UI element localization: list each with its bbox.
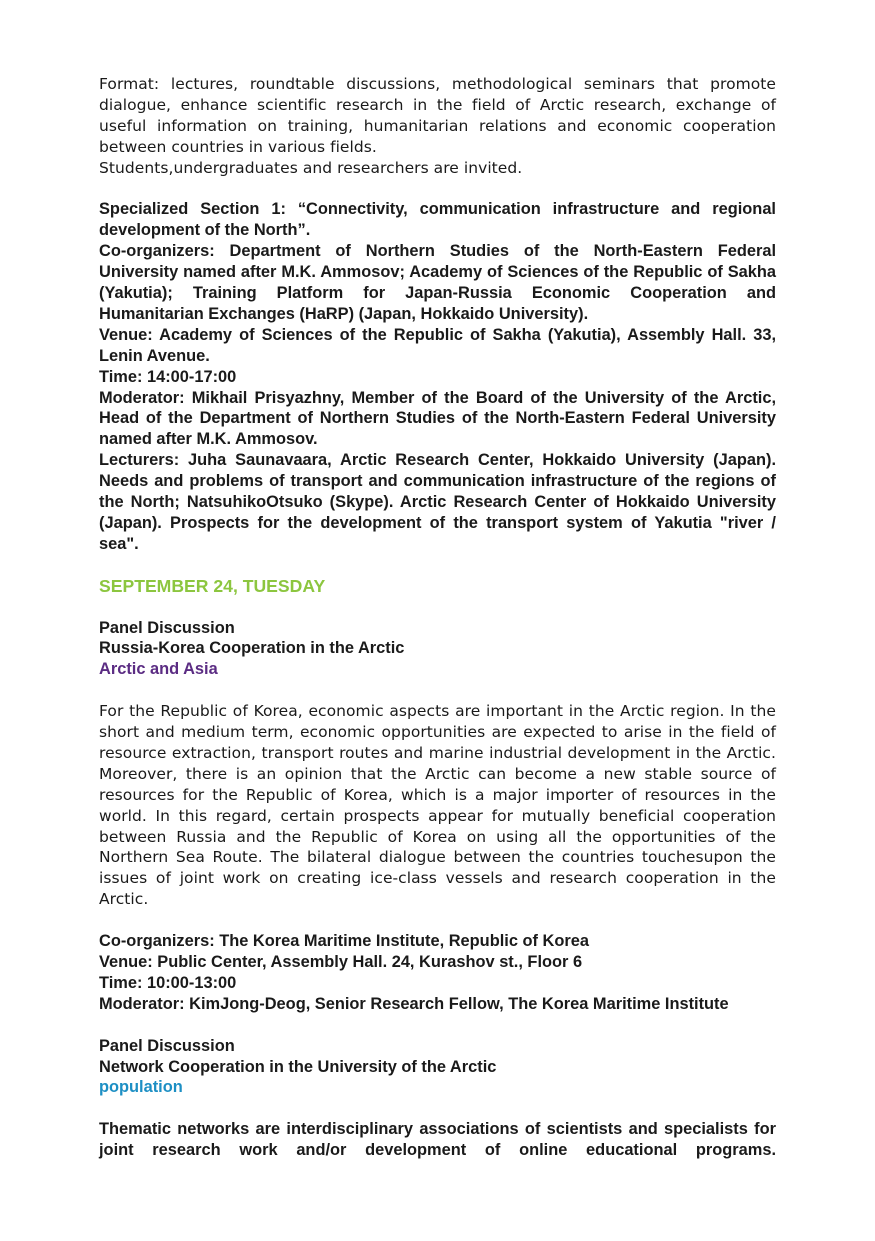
panel1-track: Arctic and Asia bbox=[99, 660, 218, 679]
panel1-title: Russia-Korea Cooperation in the Arctic bbox=[99, 639, 405, 658]
panel1-kind: Panel Discussion bbox=[99, 618, 235, 637]
section1-time: Time: 14:00-17:00 bbox=[99, 367, 237, 386]
section1-venue: Venue: Academy of Sciences of the Republic of Sakha (Yakutia), Assembly Hall. 33, Lenin Avenue. bbox=[99, 325, 776, 365]
section1-coorganizers: Co-organizers: Department of Northern Studies of the North-Eastern Federal University named after M.K. Ammosov; Academy of Sciences of the Republic of Sakha (Yakutia); Training Platform for Japan-Russia Economic Cooperation and Humanitarian Exchanges (HaRP) (Japan, Hokkaido University). bbox=[99, 242, 776, 323]
panel1-venue: Venue: Public Center, Assembly Hall. 24, Kurashov st., Floor 6 bbox=[99, 952, 583, 971]
section1-lecturers: Lecturers: Juha Saunavaara, Arctic Research Center, Hokkaido University (Japan). Needs and problems of transport and communication infrastructure of the regions of the North; NatsuhikoOtsuko (Skype). Arctic Research Center of Hokkaido University (Japan). Prospects for the development of the transport system of Yakutia "river / sea". bbox=[99, 451, 776, 553]
format-paragraph: Format: lectures, roundtable discussions, methodological seminars that promote dialogue, enhance scientific research in the field of Arctic research, exchange of useful information on training, humanitarian relations and economic cooperation between countries in various fields. bbox=[99, 75, 776, 156]
panel2-track: population bbox=[99, 1078, 183, 1097]
panel1-description: For the Republic of Korea, economic aspects are important in the Arctic region. In the short and medium term, economic opportunities are expected to arise in the field of resource extraction, transport routes and marine industrial development in the Arctic. Moreover, there is an opinion that the Arctic can become a new stable source of resources for the Republic of Korea, which is a major importer of resources in the world. In this regard, certain prospects appear for mutually beneficial cooperation between Russia and the Republic of Korea on using all the opportunities of the Northern Sea Route. The bilateral dialogue between the countries touchesupon the issues of joint work on creating ice-class vessels and research cooperation in the Arctic. bbox=[99, 702, 776, 909]
section1-moderator: Moderator: Mikhail Prisyazhny, Member of the Board of the University of the Arctic, Head of the Department of Northern Studies of the North-Eastern Federal University named after M.K. Ammosov. bbox=[99, 388, 776, 449]
panel2-title: Network Cooperation in the University of the Arctic bbox=[99, 1057, 497, 1076]
panel1-moderator: Moderator: KimJong-Deog, Senior Research Fellow, The Korea Maritime Institute bbox=[99, 994, 729, 1013]
date-heading: SEPTEMBER 24, TUESDAY bbox=[99, 575, 326, 596]
panel2-description: Thematic networks are interdisciplinary associations of scientists and specialists for joint research work and/or development of online educational programs. bbox=[99, 1120, 776, 1160]
panel2-kind: Panel Discussion bbox=[99, 1036, 235, 1055]
section1-title: Specialized Section 1: “Connectivity, communication infrastructure and regional development of the North”. bbox=[99, 200, 776, 240]
document-page bbox=[99, 74, 776, 1161]
invited-line: Students,undergraduates and researchers are invited. bbox=[99, 158, 523, 177]
panel1-time: Time: 10:00-13:00 bbox=[99, 973, 237, 992]
panel1-coorganizers: Co-organizers: The Korea Maritime Institute, Republic of Korea bbox=[99, 932, 589, 951]
